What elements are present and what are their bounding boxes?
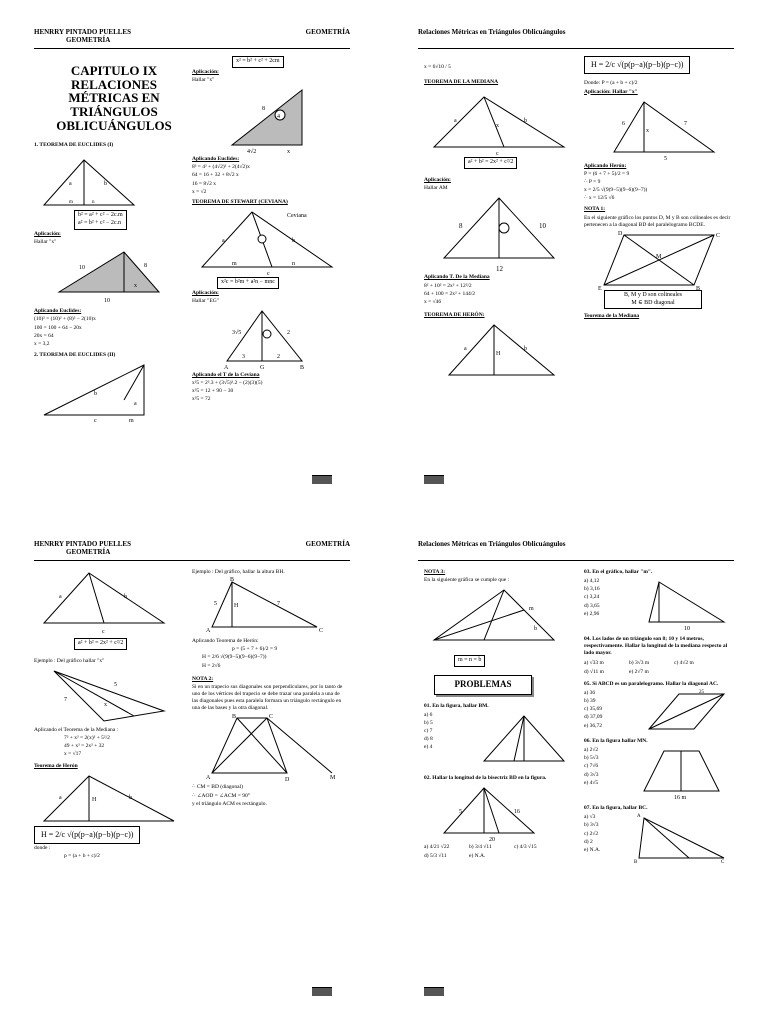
calc-line: p = (5 + 7 + 6)/2 = 9 xyxy=(232,646,278,653)
calc-line: H = 2√6 xyxy=(202,662,221,669)
svg-text:10: 10 xyxy=(539,222,546,231)
svg-text:8: 8 xyxy=(459,222,463,231)
svg-text:C: C xyxy=(319,628,324,635)
svg-text:m: m xyxy=(529,606,534,613)
heron-formula: H = 2/c √(p(p−a)(p−b)(p−c)) xyxy=(34,826,140,844)
chapter-title: CAPITULO IX RELACIONES MÉTRICAS EN TRIÁNGULOS OBLICUÁNGULOS xyxy=(56,63,172,133)
aplicando-ceviana: Aplicando el T de la Ceviana xyxy=(192,372,260,378)
page-4 xyxy=(384,512,768,1024)
page-header xyxy=(34,540,350,561)
option[interactable]: c) 35,69 xyxy=(584,706,603,713)
svg-text:D: D xyxy=(618,230,623,237)
option[interactable]: e) 4√5 xyxy=(584,779,599,786)
question-6: 06. En la figura hallar MN. xyxy=(584,737,648,744)
svg-text:5: 5 xyxy=(459,809,462,816)
svg-text:E: E xyxy=(598,285,602,292)
option[interactable]: c) 2√2 xyxy=(584,830,599,837)
calc-line: 8² = 4² + (4√2)² + 2(4√2)x xyxy=(192,164,250,171)
calc-line: ∴ P = 9 xyxy=(584,178,601,185)
nota-3-text: En la siguiente gráfica se cumple que : xyxy=(424,577,510,584)
option[interactable]: e) 4 xyxy=(424,744,433,751)
calc-line: ∴ x = 12/5 √6 xyxy=(584,195,615,202)
colinear-box: B, M y D son colineales M ∈ BD diagonal xyxy=(604,290,702,310)
aplicacion-label: Aplicación: xyxy=(192,68,219,75)
svg-text:8: 8 xyxy=(144,263,147,270)
ejemplo-x: Ejemplo : Del gráfico hallar "x" xyxy=(34,657,105,664)
svg-text:A: A xyxy=(206,628,211,635)
option[interactable]: c) 4/3 √15 xyxy=(514,844,537,851)
hallar-x: Hallar "x" xyxy=(192,76,215,83)
formula-box-2: x² = b² + c² + 2cm xyxy=(232,56,284,68)
svg-text:16: 16 xyxy=(514,809,520,816)
shaded-triangle-figure xyxy=(34,247,174,307)
calc-line: 16 = 8√2 x xyxy=(192,180,216,187)
header-author: HENRRY PINTADO PUELLES GEOMETRÍA xyxy=(34,540,131,557)
svg-text:16 m: 16 m xyxy=(674,795,687,802)
svg-text:7: 7 xyxy=(277,601,280,608)
svg-text:10: 10 xyxy=(79,265,85,272)
donde-label: donde : xyxy=(34,845,51,852)
svg-text:7: 7 xyxy=(64,696,67,703)
calc-line: 64 + 100 = 2x² + 144/2 xyxy=(424,290,475,297)
page-header xyxy=(418,28,734,49)
svg-text:x: x xyxy=(134,283,137,290)
section-mediana: TEOREMA DE LA MEDIANA xyxy=(424,79,499,86)
svg-text:b: b xyxy=(292,237,295,244)
problems-heading: PROBLEMAS xyxy=(434,675,532,695)
calc-line: x²5 = 72 xyxy=(192,396,211,403)
section-euclid-2: 2. TEOREMA DE EUCLIDES (II) xyxy=(34,351,116,358)
page-number-tab xyxy=(312,987,332,996)
svg-text:6: 6 xyxy=(622,120,625,127)
calc-line: (10)² = (10)² + (8)² − 2(10)x xyxy=(34,316,96,323)
section-heron: TEOREMA DE HERÓN: xyxy=(424,311,485,318)
svg-text:m: m xyxy=(129,418,134,425)
option[interactable]: c) 7√6 xyxy=(584,763,599,770)
header-subject: GEOMETRÍA xyxy=(305,28,350,36)
svg-text:a: a xyxy=(134,401,137,408)
q7-figure xyxy=(629,813,729,866)
hallar-am: Hallar AM xyxy=(424,185,448,192)
svg-text:A: A xyxy=(206,775,211,782)
page-number-tab xyxy=(312,475,332,484)
aplicando-mediana: Aplicando el Teorema de la Mediana : xyxy=(34,726,119,733)
calc-line: P = (6 + 7 + 5)/2 = 9 xyxy=(584,170,630,177)
option[interactable]: b) 3/4 √11 xyxy=(469,844,492,851)
nota-2-text: Si en un trapecio sus diagonales son perpendiculares, por lo tanto de uno de los vértices del trapecio se debe trazar una paralela a una de las diagonales pues esta paralela formara un triángulo rectángulo en una de las bases y la otra diagonal. xyxy=(192,683,343,712)
svg-text:n: n xyxy=(292,260,295,267)
svg-text:b: b xyxy=(524,118,527,125)
option[interactable]: e) 2√7 m xyxy=(629,668,649,675)
svg-text:25: 25 xyxy=(699,689,704,695)
svg-text:a: a xyxy=(454,118,457,125)
page-2 xyxy=(384,0,768,512)
svg-text:2: 2 xyxy=(277,354,280,360)
calc-line: H = 2/6 √(9(9−5)(9−6)(9−7)) xyxy=(202,654,267,661)
question-1: 01. En la figura, hallar BM. xyxy=(424,702,489,709)
svg-text:x: x xyxy=(287,149,290,156)
svg-text:H: H xyxy=(234,603,239,610)
aplicacion-label: Aplicación: Hallar "x" xyxy=(584,88,638,95)
calc-line: 49 + x² = 2x² + 32 xyxy=(64,743,105,750)
calc-line: x = 3,2 xyxy=(34,340,50,347)
condition-1: ∴ CM = BD (diagonal) xyxy=(192,784,243,791)
page-3 xyxy=(0,512,384,1024)
donde-p: Donde: P = (a + b + c)/2 xyxy=(584,80,638,87)
shaded-triangle-figure-2 xyxy=(192,85,342,155)
nota-2: NOTA 2: xyxy=(192,675,214,682)
svg-text:c: c xyxy=(267,270,270,277)
option[interactable]: a) 36 xyxy=(584,689,596,696)
svg-text:M: M xyxy=(330,775,336,782)
section-euclid-1: 1. TEOREMA DE EUCLIDES (I) xyxy=(34,142,114,149)
q6-figure xyxy=(629,746,729,801)
svg-text:b: b xyxy=(124,594,127,600)
svg-text:x: x xyxy=(646,127,649,134)
teorema-mediana-label: Teorema de la Mediana xyxy=(584,313,640,320)
svg-text:3: 3 xyxy=(242,354,245,360)
svg-text:M: M xyxy=(656,253,662,260)
option[interactable]: d) √11 m xyxy=(584,668,604,675)
question-7: 07. En la figura, hallar BC. xyxy=(584,805,648,812)
aplicando-heron: Aplicando Herón: xyxy=(584,162,627,169)
formula-box-1: b² = a² + c² − 2c.m a² = b² + c² − 2c.n xyxy=(74,210,127,230)
svg-text:5: 5 xyxy=(664,155,667,162)
am-figure xyxy=(424,193,574,273)
option[interactable]: e) N.A. xyxy=(469,853,486,860)
calc-line: 8² + 10² = 2x² + 12²/2 xyxy=(424,282,472,289)
option[interactable]: a) √3 xyxy=(584,814,596,821)
median-formula: a² + b² = 2x² + c²/2 xyxy=(74,638,127,650)
svg-text:3√5: 3√5 xyxy=(232,330,242,336)
p-definition: p = (a + b + c)/2 xyxy=(64,853,100,860)
option[interactable]: a) 2√2 xyxy=(584,747,599,754)
svg-text:x: x xyxy=(104,701,107,708)
q3-figure xyxy=(629,577,729,632)
calc-line: 7² + x² = 2(x)² + 5²/2 xyxy=(64,735,110,742)
svg-text:C: C xyxy=(716,232,721,239)
q2-figure xyxy=(424,783,574,843)
svg-text:c: c xyxy=(94,418,97,425)
triangle-figure-1 xyxy=(34,150,174,210)
svg-text:x: x xyxy=(496,123,499,130)
svg-text:A: A xyxy=(637,814,641,820)
option[interactable]: b) 39 xyxy=(584,698,596,705)
q5-figure xyxy=(629,689,729,734)
section-stewart: TEOREMA DE STEWART (CEVIANA) xyxy=(192,198,288,205)
svg-text:2: 2 xyxy=(287,330,290,336)
svg-text:10: 10 xyxy=(104,298,110,305)
option[interactable]: a) 4,12 xyxy=(584,578,600,585)
svg-text:a: a xyxy=(464,346,467,353)
svg-text:C: C xyxy=(721,860,725,866)
calc-line: 100 = 100 + 64 − 20x xyxy=(34,324,82,331)
svg-text:b: b xyxy=(94,391,97,398)
svg-text:m: m xyxy=(69,200,73,206)
ejemplo-altura: Ejemplo : Del gráfico, hallar la altura BH. xyxy=(192,569,285,575)
option[interactable]: d) 37,09 xyxy=(584,714,603,721)
svg-text:B: B xyxy=(696,285,701,292)
nota-1: NOTA 1: xyxy=(584,206,606,213)
question-3: 03. En el gráfico, hallar "m". xyxy=(584,569,653,575)
aplicando-euclides: Aplicando Euclides: xyxy=(192,156,240,163)
svg-text:C: C xyxy=(269,714,274,721)
svg-text:c: c xyxy=(496,151,499,158)
parallelogram-figure xyxy=(584,230,734,290)
option[interactable]: c) 7 xyxy=(424,728,433,735)
svg-text:a: a xyxy=(222,237,225,244)
svg-text:a: a xyxy=(59,594,62,600)
svg-text:B: B xyxy=(230,577,235,584)
option[interactable]: d) 8 xyxy=(424,736,433,743)
svg-text:5: 5 xyxy=(114,681,117,688)
example-figure xyxy=(34,666,184,726)
median-figure xyxy=(424,87,574,157)
option[interactable]: e) 2,96 xyxy=(584,610,600,617)
calc-line: 64 = 16 + 32 + 8√2 x xyxy=(192,172,239,179)
eg-figure xyxy=(192,306,342,371)
condition-3: y el triángulo ACM es rectángulo. xyxy=(192,800,267,807)
heron-formula: H = 2/c √(p(p−a)(p−b)(p−c)) xyxy=(584,56,690,74)
option[interactable]: c) 3,24 xyxy=(584,594,600,601)
svg-text:B: B xyxy=(300,365,305,371)
option[interactable]: b) 3,16 xyxy=(584,586,600,593)
median-formula: a² + b² = 2x² + c²/2 xyxy=(464,157,517,169)
option[interactable]: a) 6 xyxy=(424,711,433,718)
calc-line: x = √46 xyxy=(424,298,442,305)
formula-box-3: x²c = b²m + a²n − mnc xyxy=(217,277,279,289)
option[interactable]: e) 36,72 xyxy=(584,722,603,729)
page-header xyxy=(34,28,350,49)
page-1 xyxy=(0,0,384,512)
section-heron: Teorema de Herón xyxy=(34,762,78,769)
svg-text:c: c xyxy=(102,629,105,635)
svg-text:n: n xyxy=(92,200,95,206)
calc-line: x²5 = 2².3 + (3√5)².2 − (2)(3)(5) xyxy=(192,380,263,387)
option[interactable]: a) √33 m xyxy=(584,659,604,666)
cevian-label: Ceviana xyxy=(287,212,307,219)
nota3-figure xyxy=(424,585,574,655)
calc-line: x = 2/5 √(9(9−5)(9−6)(9−7)) xyxy=(584,187,648,194)
calc-line: 20x = 64 xyxy=(34,332,54,339)
option[interactable]: b) 3√3 m xyxy=(629,659,650,666)
header-author: HENRRY PINTADO PUELLES GEOMETRÍA xyxy=(34,28,131,45)
aplicando-euclides: Aplicando Euclides: xyxy=(34,308,82,315)
svg-text:4√2: 4√2 xyxy=(247,149,257,156)
header-topic: Relaciones Métricas en Triángulos Oblicuángulos xyxy=(418,540,566,548)
svg-text:H: H xyxy=(92,796,97,803)
svg-text:b: b xyxy=(534,626,537,633)
page-number-tab xyxy=(424,987,444,996)
svg-text:G: G xyxy=(260,365,265,371)
svg-text:a: a xyxy=(59,794,62,801)
aplicando-heron: Aplicando Teorema de Herón: xyxy=(192,638,259,645)
aplicacion-label: Aplicación: xyxy=(424,177,451,184)
aplicacion-label: Aplicación: xyxy=(192,289,219,296)
header-subject: GEOMETRÍA xyxy=(305,540,350,548)
question-2: 02. Hallar la longitud de la bisectriz BD en la figura. xyxy=(424,774,547,781)
calc-line: x = √17 xyxy=(64,751,82,758)
svg-text:A: A xyxy=(224,365,229,371)
nota-3: NOTA 3: xyxy=(424,569,446,575)
option[interactable]: c) 4√2 m xyxy=(674,659,694,666)
option[interactable]: d) 3√3 xyxy=(584,771,599,778)
option[interactable]: d) 2 xyxy=(584,838,593,845)
cevian-figure xyxy=(192,207,342,277)
option[interactable]: d) 5/3 √11 xyxy=(424,853,447,860)
q1-figure xyxy=(474,711,574,771)
hallar-x: Hallar "x" xyxy=(34,239,57,246)
svg-text:4: 4 xyxy=(277,114,280,121)
altura-figure xyxy=(192,577,342,637)
svg-text:H: H xyxy=(496,351,501,358)
svg-text:20: 20 xyxy=(489,837,495,844)
calc-line: x²5 = 12 + 90 − 30 xyxy=(192,388,234,395)
svg-text:m: m xyxy=(232,260,237,267)
calc-line: x = √2 xyxy=(192,188,207,195)
median-figure xyxy=(34,568,184,638)
heron-example-figure xyxy=(584,97,734,162)
question-4: 04. Los lados de un triángulo son 8; 10 y 14 metros, respectivamente. Hallar la longitud de la mediana respecto al lado mayor. xyxy=(584,636,728,657)
option[interactable]: b) 5 xyxy=(424,720,433,727)
page-number-tab xyxy=(424,475,444,484)
nota3-relation: m = n = b xyxy=(454,655,485,667)
heron-figure xyxy=(424,320,574,385)
question-5: 05. Si ABCD es un paralelogramo. Hallar la diagonal AC. xyxy=(584,680,719,687)
heron-figure xyxy=(34,771,184,826)
x-value: x = 6√10 / 5 xyxy=(424,64,451,70)
svg-text:5: 5 xyxy=(214,601,217,608)
aplicando-mediana: Aplicando T. De la Mediana xyxy=(424,274,490,281)
svg-text:10: 10 xyxy=(684,626,690,633)
svg-text:b: b xyxy=(104,181,107,188)
svg-text:D: D xyxy=(285,777,290,784)
nota-1-text: En el siguiente gráfico los puntos D, M y B son colineales es decir pertenecen a la diagonal BD del paralelogramo BCDE. xyxy=(584,214,731,228)
triangle-figure-2 xyxy=(34,360,174,425)
svg-text:B: B xyxy=(232,714,237,721)
svg-text:8: 8 xyxy=(262,106,265,113)
option[interactable]: b) 3√3 xyxy=(584,822,599,829)
svg-text:12: 12 xyxy=(496,265,503,274)
svg-text:a: a xyxy=(69,181,72,188)
svg-text:B: B xyxy=(634,860,638,866)
option[interactable]: a) 4/21 √22 xyxy=(424,844,450,851)
option[interactable]: e) N.A. xyxy=(584,846,601,853)
hallar-eg: Hallar "EG" xyxy=(192,297,219,304)
page-header xyxy=(418,540,734,561)
svg-text:b: b xyxy=(129,794,132,801)
aplicacion-label: Aplicación: xyxy=(34,230,61,237)
trapezoid-figure xyxy=(192,713,342,783)
option[interactable]: b) 5√3 xyxy=(584,755,599,762)
condition-2: ∴ ∠AOD = ∠ACM = 90° xyxy=(192,792,250,799)
header-topic: Relaciones Métricas en Triángulos Oblicuángulos xyxy=(418,28,566,36)
option[interactable]: d) 3,65 xyxy=(584,602,600,609)
svg-text:b: b xyxy=(524,346,527,353)
svg-text:7: 7 xyxy=(684,120,687,127)
